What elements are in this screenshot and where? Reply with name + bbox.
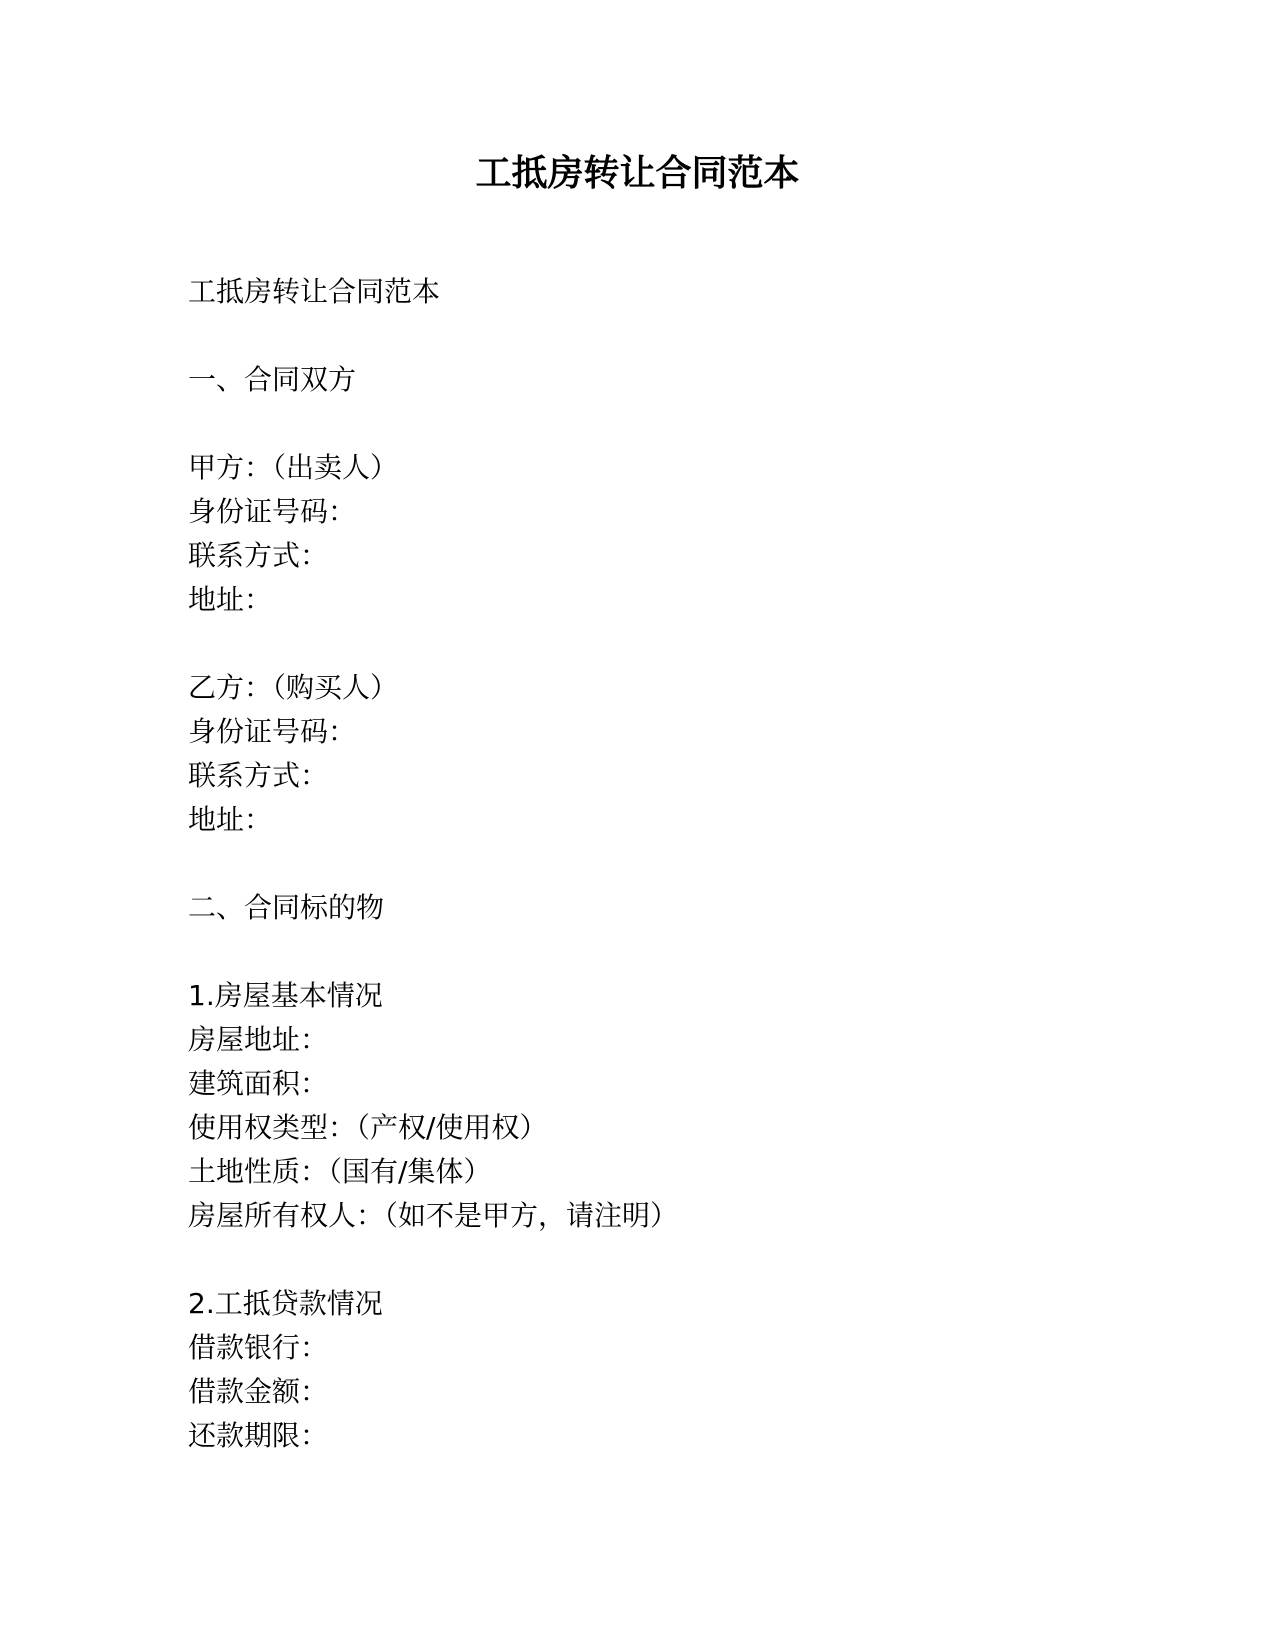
subtitle: 工抵房转让合同范本: [188, 275, 441, 308]
house-address: 房屋地址：: [188, 1023, 329, 1056]
house-owner: 房屋所有权人：（如不是甲方，请注明）: [188, 1199, 679, 1232]
loan-bank: 借款银行：: [188, 1331, 329, 1364]
spacer: [188, 314, 1088, 358]
party-b-contact: 联系方式：: [188, 759, 329, 792]
party-a-address: 地址：: [188, 583, 273, 616]
spacer: [188, 1238, 1088, 1282]
party-b-address: 地址：: [188, 803, 273, 836]
loan-amount: 借款金额：: [188, 1375, 329, 1408]
party-a-contact: 联系方式：: [188, 539, 329, 572]
party-b-id-number: 身份证号码：: [188, 715, 357, 748]
section-heading-subject: 二、合同标的物: [188, 891, 385, 924]
spacer: [188, 930, 1088, 974]
spacer: [188, 622, 1088, 666]
spacer: [188, 402, 1088, 446]
spacer: [188, 842, 1088, 886]
party-b-label: 乙方：（购买人）: [188, 671, 399, 704]
party-a-id-number: 身份证号码：: [188, 495, 357, 528]
building-area: 建筑面积：: [188, 1067, 329, 1100]
party-a-label: 甲方：（出卖人）: [188, 451, 399, 484]
section-heading-parties: 一、合同双方: [188, 363, 357, 396]
document-title: 工抵房转让合同范本: [475, 153, 800, 194]
land-nature: 土地性质：（国有/集体）: [188, 1155, 492, 1188]
house-info-heading: 1.房屋基本情况: [188, 979, 383, 1012]
document-body: [188, 270, 1088, 1458]
right-type: 使用权类型：（产权/使用权）: [188, 1111, 548, 1144]
loan-info-heading: 2.工抵贷款情况: [188, 1287, 383, 1320]
loan-term: 还款期限：: [188, 1419, 329, 1452]
